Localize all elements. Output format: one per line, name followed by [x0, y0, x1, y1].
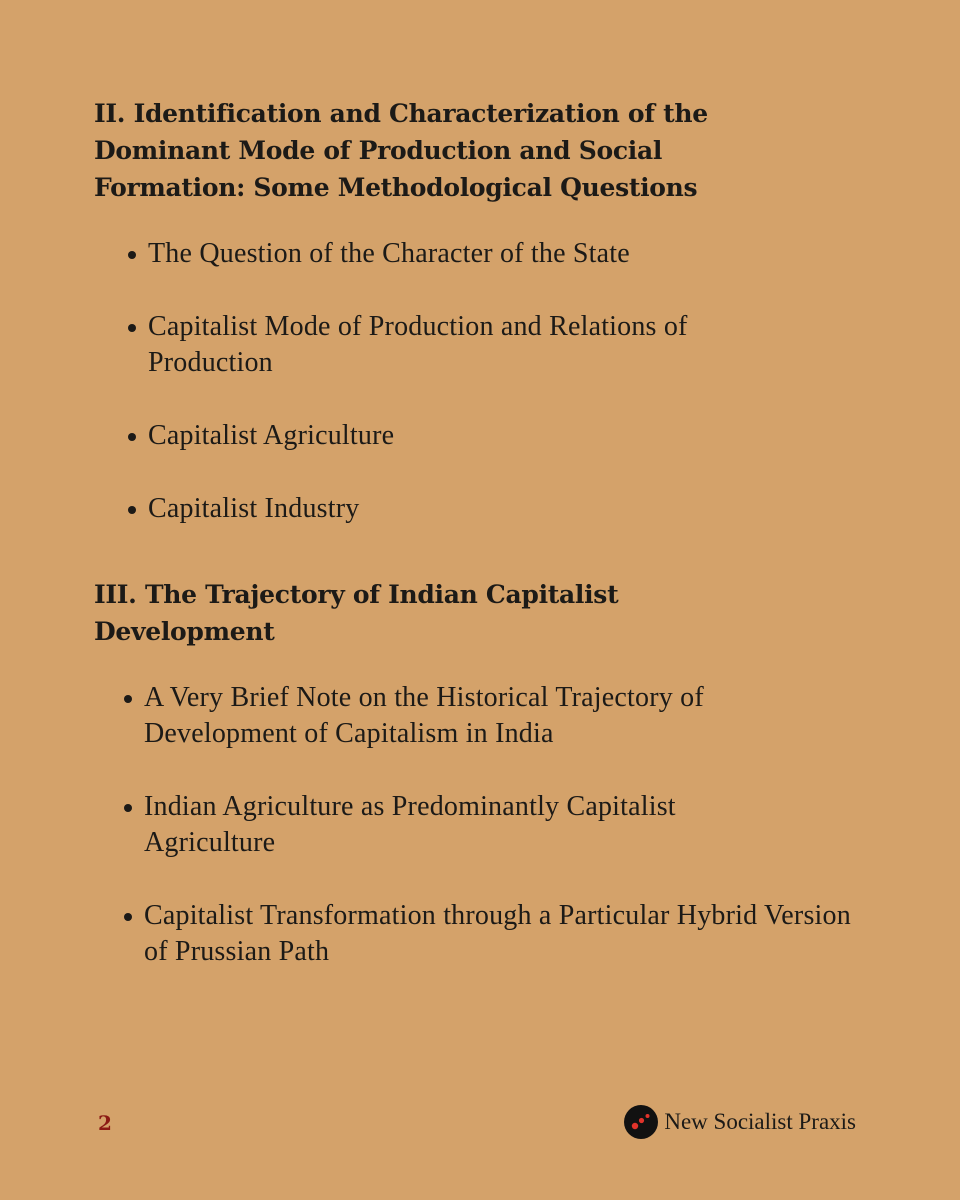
page-number: 2: [98, 1111, 112, 1135]
brand-name: New Socialist Praxis: [664, 1109, 856, 1134]
list-item: [148, 236, 900, 272]
list-item: [148, 491, 900, 527]
list-item: [148, 309, 900, 381]
heading-line: Formation: Some Methodological Questions: [94, 173, 698, 202]
bullet-icon: [124, 913, 132, 921]
heading-line: II. Identification and Characterization of the: [94, 99, 708, 128]
bullet-list: [148, 236, 900, 527]
list-item-text: The Question of the Character of the State: [148, 238, 630, 269]
bullet-icon: [128, 324, 136, 332]
bullet-icon: [128, 433, 136, 441]
heading-line: Dominant Mode of Production and Social: [94, 136, 663, 165]
list-item-text: Capitalist Agriculture: [148, 420, 395, 451]
bullet-list: [144, 680, 900, 970]
brand: [624, 1105, 856, 1139]
bullet-icon: [128, 251, 136, 259]
dots-logo-icon: [624, 1105, 658, 1139]
section-heading: [94, 576, 900, 650]
list-item-text: Indian Agriculture as Predominantly Capitalist Agriculture: [144, 791, 676, 858]
bullet-icon: [124, 695, 132, 703]
bullet-icon: [124, 804, 132, 812]
section-heading: [94, 95, 900, 206]
list-item-text: Capitalist Transformation through a Particular Hybrid Version of Prussian Path: [144, 900, 851, 967]
list-item: [144, 898, 900, 970]
list-item: [144, 680, 900, 752]
section-trajectory: [94, 576, 900, 1007]
section-identification: [94, 95, 900, 564]
list-item: [148, 418, 900, 454]
list-item-text: Capitalist Industry: [148, 493, 360, 524]
list-item-text: Capitalist Mode of Production and Relations of Production: [148, 311, 688, 378]
heading-line: III. The Trajectory of Indian Capitalist: [94, 580, 619, 609]
list-item-text: A Very Brief Note on the Historical Trajectory of Development of Capitalism in India: [144, 682, 704, 749]
bullet-icon: [128, 506, 136, 514]
list-item: [144, 789, 900, 861]
heading-line: Development: [94, 617, 275, 646]
